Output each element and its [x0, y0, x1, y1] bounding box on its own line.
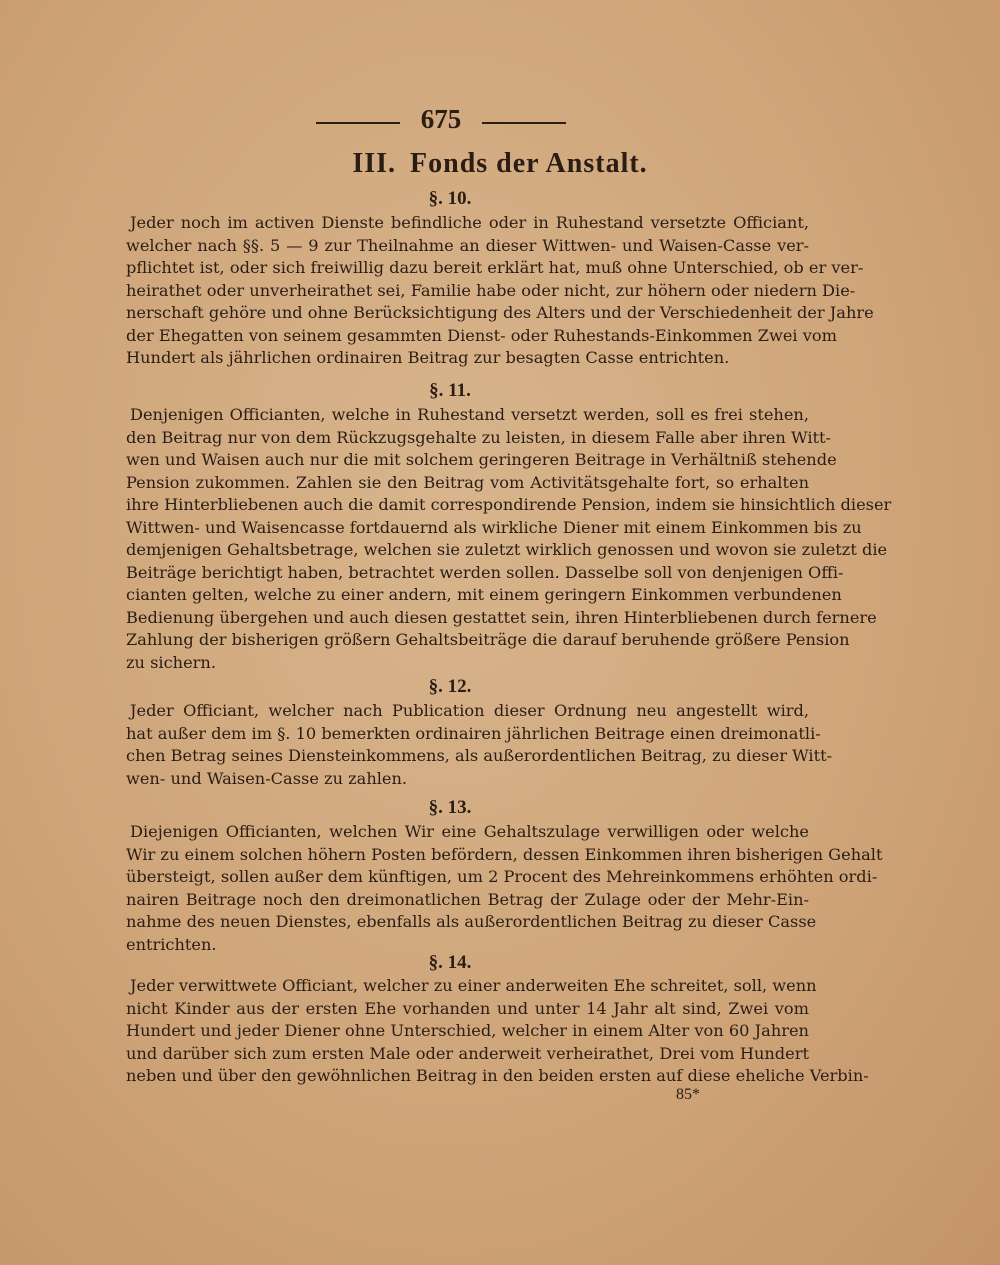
section-title: [0, 148, 1000, 180]
section-title-text: Fonds der Anstalt.: [410, 148, 648, 179]
text-line: Pension zukommen. Zahlen sie den Beitrag vom Activitätsgehalte fort, so erhalten: [126, 472, 809, 492]
text-line: Wittwen- und Waisencasse fortdauernd als wirkliche Diener mit einem Einkommen bis zu: [126, 517, 862, 537]
paragraph-heading-10: §. 10.: [428, 188, 472, 209]
header-rule-right: [482, 122, 566, 124]
section-number: III.: [352, 148, 397, 179]
text-line: wen- und Waisen-Casse zu zahlen.: [126, 768, 408, 788]
text-line: chen Betrag seines Diensteinkommens, als außerordentlichen Beitrag, zu dieser Witt-: [126, 746, 833, 765]
catchword: 85*: [676, 1086, 700, 1103]
text-line: welcher nach §§. 5 — 9 zur Theilnahme an dieser Wittwen- und Waisen-Casse ver-: [126, 235, 809, 255]
text-line: übersteigt, sollen außer dem künftigen, um 2 Procent des Mehreinkommens erhöhten ordi-: [126, 867, 878, 886]
text-line: nicht Kinder aus der ersten Ehe vorhanden und unter 14 Jahr alt sind, Zwei vom: [126, 998, 809, 1018]
text-line: entrichten.: [126, 934, 217, 954]
text-line: demjenigen Gehaltsbetrage, welchen sie zuletzt wirklich genossen und wovon sie zuletzt die: [126, 540, 888, 559]
text-line: Zahlung der bisherigen größern Gehaltsbeiträge die darauf beruhende größere Pension: [126, 630, 850, 649]
text-line: Hundert als jährlichen ordinairen Beitrag zur besagten Casse entrichten.: [126, 348, 730, 367]
header-rule-left: [316, 122, 400, 124]
text-line: hat außer dem im §. 10 bemerkten ordinairen jährlichen Beitrage einen dreimonatli-: [126, 723, 821, 743]
text-line: neben und über den gewöhnlichen Beitrag in den beiden ersten auf diese eheliche Verbin-: [126, 1066, 869, 1085]
text-line: nairen Beitrage noch den dreimonatlichen Betrag der Zulage oder der Mehr-Ein-: [126, 889, 809, 909]
page-header: [0, 104, 1000, 140]
text-line: wen und Waisen auch nur die mit solchem geringeren Beitrage in Verhältniß stehende: [126, 450, 837, 469]
text-line: Jeder noch im activen Dienste befindliche oder in Ruhestand versetzte Officiant,: [130, 213, 809, 232]
paragraph-13: [126, 821, 883, 956]
paragraph-10: [126, 212, 874, 370]
text-line: der Ehegatten von seinem gesammten Dienst- oder Ruhestands-Einkommen Zwei vom: [126, 325, 837, 345]
text-line: Diejenigen Officianten, welchen Wir eine Gehaltszulage verwilligen oder welche: [130, 822, 809, 841]
text-line: den Beitrag nur von dem Rückzugsgehalte zu leisten, in diesem Falle aber ihren Witt-: [126, 427, 831, 447]
page-number: 675: [420, 104, 462, 134]
text-line: Wir zu einem solchen höhern Posten befördern, dessen Einkommen ihren bisherigen Gehalt: [126, 844, 883, 864]
text-line: pflichtet ist, oder sich freiwillig dazu bereit erklärt hat, muß ohne Unterschied, ob er ver-: [126, 258, 864, 277]
paragraph-11: [126, 404, 892, 674]
text-line: Jeder verwittwete Officiant, welcher zu einer anderweiten Ehe schreitet, soll, wenn: [130, 976, 817, 995]
text-line: Denjenigen Officianten, welche in Ruhestand versetzt werden, soll es frei stehen,: [130, 405, 809, 424]
paragraph-14: [126, 975, 869, 1088]
text-line: Jeder Officiant, welcher nach Publication dieser Ordnung neu angestellt wird,: [130, 701, 809, 720]
text-line: heirathet oder unverheirathet sei, Familie habe oder nicht, zur höhern oder niedern Die-: [126, 280, 856, 300]
text-line: nahme des neuen Dienstes, ebenfalls als außerordentlichen Beitrag zu dieser Casse: [126, 912, 817, 931]
text-line: Bedienung übergehen und auch diesen gestattet sein, ihren Hinterbliebenen durch fernere: [126, 607, 877, 627]
text-line: nerschaft gehöre und ohne Berücksichtigung des Alters und der Verschiedenheit der Jahre: [126, 303, 874, 322]
paragraph-heading-11: §. 11.: [429, 380, 471, 401]
text-line: und darüber sich zum ersten Male oder anderweit verheirathet, Drei vom Hundert: [126, 1043, 809, 1063]
text-line: ihre Hinterbliebenen auch die damit correspondirende Pension, indem sie hinsichtlich dieser: [126, 495, 892, 514]
paragraph-heading-13: §. 13.: [428, 797, 472, 818]
text-line: cianten gelten, welche zu einer andern, mit einem geringern Einkommen verbundenen: [126, 585, 842, 604]
paragraph-heading-12: §. 12.: [428, 676, 472, 697]
text-line: Beiträge berichtigt haben, betrachtet werden sollen. Dasselbe soll von denjenigen Offi-: [126, 562, 844, 582]
text-line: zu sichern.: [126, 652, 216, 672]
paragraph-12: [126, 700, 833, 790]
text-line: Hundert und jeder Diener ohne Unterschied, welcher in einem Alter von 60 Jahren: [126, 1021, 809, 1040]
paragraph-heading-14: §. 14.: [428, 952, 472, 973]
